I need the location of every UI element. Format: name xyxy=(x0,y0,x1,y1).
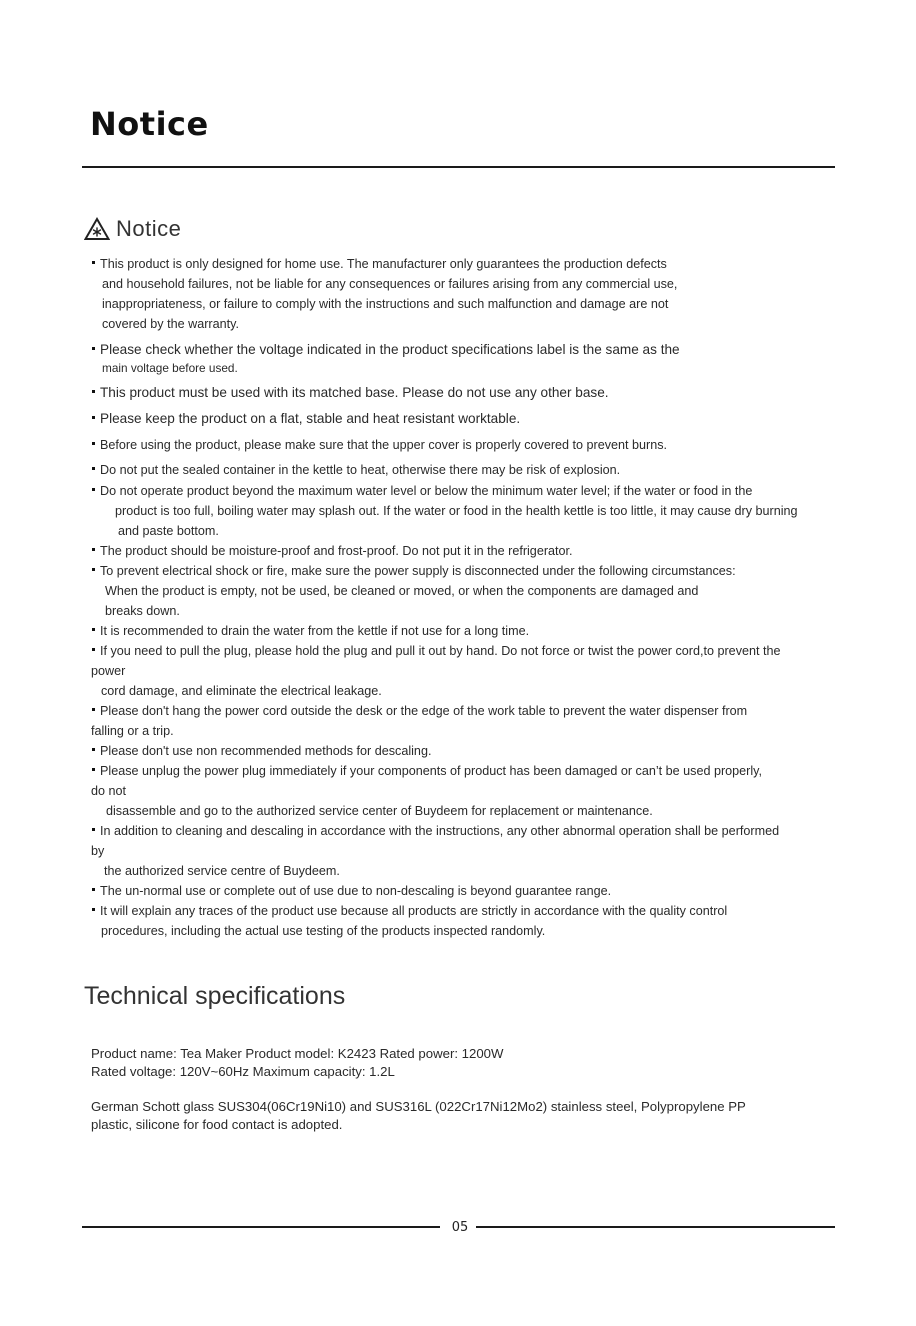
notice-line: cord damage, and eliminate the electrical leakage. xyxy=(101,684,382,698)
notice-line: procedures, including the actual use testing of the products inspected randomly. xyxy=(101,924,546,938)
notice-line: and paste bottom. xyxy=(118,524,219,538)
bullet-icon xyxy=(92,548,95,551)
bullet-icon xyxy=(92,390,95,393)
notice-line: To prevent electrical shock or fire, make sure the power supply is disconnected under the following circumstances: xyxy=(92,563,736,579)
bullet-icon xyxy=(92,888,95,891)
notice-line: Please don't use non recommended methods for descaling. xyxy=(92,743,431,759)
bullet-icon xyxy=(92,568,95,571)
notice-line: Please unplug the power plug immediately if your components of product has been damaged or can’t be used properly, xyxy=(92,763,762,779)
notice-line: disassemble and go to the authorized service center of Buydeem for replacement or maintenance. xyxy=(106,804,653,818)
notice-line: and household failures, not be liable for any consequences or failures arising from any commercial use, xyxy=(102,277,678,291)
bullet-icon xyxy=(92,628,95,631)
notice-line: Before using the product, please make sure that the upper cover is properly covered to prevent burns. xyxy=(92,437,667,453)
spec-line: Product name: Tea Maker Product model: K2423 Rated power: 1200W xyxy=(91,1046,504,1061)
notice-line: inappropriateness, or failure to comply with the instructions and such malfunction and damage are not xyxy=(102,297,669,311)
bullet-icon xyxy=(92,416,95,419)
bullet-icon xyxy=(92,908,95,911)
notice-heading xyxy=(84,214,181,244)
bullet-icon xyxy=(92,467,95,470)
bullet-icon xyxy=(92,648,95,651)
notice-line: It will explain any traces of the product use because all products are strictly in accordance with the quality control xyxy=(92,903,727,919)
bullet-icon xyxy=(92,708,95,711)
page-title: Notice xyxy=(90,105,209,143)
bullet-icon xyxy=(92,748,95,751)
footer-divider-right xyxy=(476,1226,835,1228)
notice-line: the authorized service centre of Buydeem. xyxy=(104,864,340,878)
spec-line: German Schott glass SUS304(06Cr19Ni10) and SUS316L (022Cr17Ni12Mo2) stainless steel, Polypropylene PP xyxy=(91,1099,746,1114)
notice-line: When the product is empty, not be used, be cleaned or moved, or when the components are damaged and xyxy=(105,584,699,598)
notice-line: falling or a trip. xyxy=(91,724,174,738)
notice-line: do not xyxy=(91,784,127,798)
specs-heading: Technical specifications xyxy=(84,982,346,1010)
bullet-icon xyxy=(92,442,95,445)
warning-triangle-icon xyxy=(84,217,110,241)
notice-line: Do not put the sealed container in the kettle to heat, otherwise there may be risk of explosion. xyxy=(92,462,620,478)
bullet-icon xyxy=(92,828,95,831)
notice-line: product is too full, boiling water may splash out. If the water or food in the health kettle is too little, it may cause dry burning xyxy=(115,504,798,518)
page-number: 05 xyxy=(451,1220,469,1235)
notice-line: main voltage before used. xyxy=(102,361,238,375)
footer-divider-left xyxy=(82,1226,440,1228)
top-divider xyxy=(82,166,835,168)
bullet-icon xyxy=(92,347,95,350)
notice-line: This product is only designed for home use. The manufacturer only guarantees the production defects xyxy=(92,256,667,272)
notice-line: Please check whether the voltage indicated in the product specifications label is the same as the xyxy=(92,342,680,358)
notice-line: This product must be used with its matched base. Please do not use any other base. xyxy=(92,385,609,401)
bullet-icon xyxy=(92,768,95,771)
notice-line: The product should be moisture-proof and frost-proof. Do not put it in the refrigerator. xyxy=(92,543,573,559)
notice-line: If you need to pull the plug, please hold the plug and pull it out by hand. Do not force or twist the power cord,to prevent the xyxy=(92,643,781,659)
notice-line: breaks down. xyxy=(105,604,180,618)
notice-heading-text: Notice xyxy=(116,216,182,241)
notice-line: Please don't hang the power cord outside the desk or the edge of the work table to prevent the water dispenser from xyxy=(92,703,747,719)
notice-line: It is recommended to drain the water from the kettle if not use for a long time. xyxy=(92,623,529,639)
notice-line: Please keep the product on a flat, stable and heat resistant worktable. xyxy=(92,411,520,427)
spec-line: plastic, silicone for food contact is adopted. xyxy=(91,1117,343,1132)
notice-line: The un-normal use or complete out of use due to non-descaling is beyond guarantee range. xyxy=(92,883,611,899)
notice-line: power xyxy=(91,664,126,678)
notice-line: by xyxy=(91,844,105,858)
bullet-icon xyxy=(92,261,95,264)
bullet-icon xyxy=(92,488,95,491)
notice-line: Do not operate product beyond the maximum water level or below the minimum water level; if the water or food in the xyxy=(92,483,752,499)
notice-line: covered by the warranty. xyxy=(102,317,239,331)
notice-line: In addition to cleaning and descaling in accordance with the instructions, any other abnormal operation shall be performed xyxy=(92,823,779,839)
spec-line: Rated voltage: 120V~60Hz Maximum capacity: 1.2L xyxy=(91,1064,395,1079)
